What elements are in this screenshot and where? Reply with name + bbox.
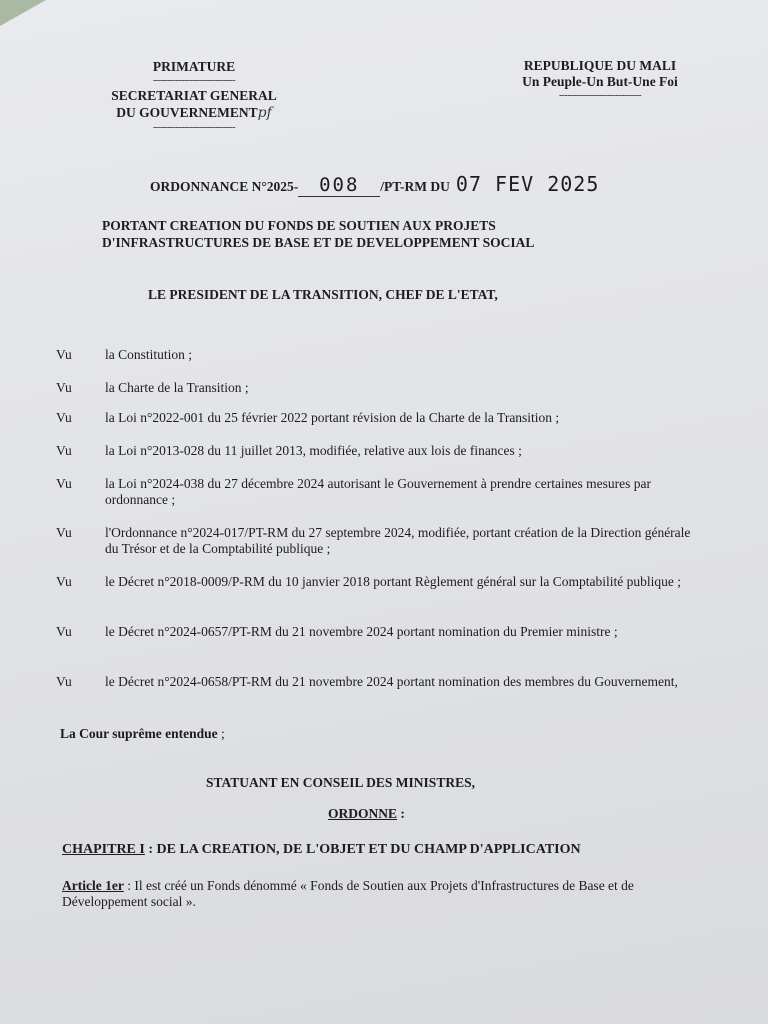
vu-label: Vu — [56, 476, 72, 491]
vu-label: Vu — [56, 624, 72, 639]
national-motto: Un Peuple-Un But-Une Foi — [522, 74, 678, 89]
header-right — [500, 58, 700, 102]
president-line: LE PRESIDENT DE LA TRANSITION, CHEF DE L'ETAT, — [148, 287, 498, 302]
vu-item — [56, 674, 696, 690]
vu-text: la Loi n°2022-001 du 25 février 2022 portant révision de la Charte de la Transition ; — [105, 410, 560, 425]
vu-label: Vu — [56, 525, 72, 540]
ordonne-line — [328, 806, 405, 822]
ordonne-punct: : — [397, 806, 405, 821]
handwritten-initials: pf — [257, 105, 272, 121]
gouvernement-title — [88, 104, 300, 122]
vu-item — [56, 574, 696, 590]
ordinance-prefix: ORDONNANCE N°2025- — [150, 179, 299, 194]
ordinance-date-stamp: 07 FEV 2025 — [455, 172, 600, 196]
secretariat-title: SECRETARIAT GENERAL — [111, 88, 277, 103]
vu-label: Vu — [56, 347, 72, 362]
vu-label: Vu — [56, 443, 72, 458]
article-1 — [62, 878, 702, 910]
article-label: Article 1er — [62, 878, 124, 893]
subject-line: D'INFRASTRUCTURES DE BASE ET DE DEVELOPPEMENT SOCIAL — [102, 235, 535, 250]
vu-label: Vu — [56, 380, 72, 395]
separator-line: ----------------------------- — [152, 75, 236, 86]
header-left — [88, 58, 300, 134]
ordinance-subject — [102, 217, 662, 251]
vu-text: le Décret n°2024-0658/PT-RM du 21 novembre 2024 portant nomination des membres du Gouvernement, — [105, 674, 678, 689]
vu-text: la Constitution ; — [105, 347, 193, 362]
vu-text: la Loi n°2013-028 du 11 juillet 2013, modifiée, relative aux lois de finances ; — [105, 443, 522, 458]
cour-supreme-text: La Cour suprême entendue — [60, 726, 218, 741]
vu-text: le Décret n°2024-0657/PT-RM du 21 novembre 2024 portant nomination du Premier ministre ; — [105, 624, 618, 639]
vu-label: Vu — [56, 574, 72, 589]
cour-supreme-punct: ; — [217, 726, 225, 741]
vu-text: le Décret n°2018-0009/P-RM du 10 janvier 2018 portant Règlement général sur la Comptabilité publique ; — [105, 574, 682, 589]
article-text: : Il est créé un Fonds dénommé « Fonds de Soutien aux Projets d'Infrastructures de Base et de Développement social ». — [62, 878, 634, 909]
vu-text: la Loi n°2024-038 du 27 décembre 2024 autorisant le Gouvernement à prendre certaines mesures par ordonnance ; — [105, 476, 651, 507]
vu-item — [56, 380, 696, 396]
chapter-heading — [62, 842, 581, 858]
vu-item — [56, 443, 696, 459]
vu-item — [56, 525, 696, 557]
ordonne-word: ORDONNE — [328, 806, 398, 821]
vu-item — [56, 624, 696, 640]
vu-label: Vu — [56, 410, 72, 425]
vu-item — [56, 410, 696, 426]
vu-text: l'Ordonnance n°2024-017/PT-RM du 27 septembre 2024, modifiée, portant création de la Direction générale du Trésor et de la Comptabilité publique ; — [105, 525, 691, 556]
ordinance-suffix: /PT-RM DU — [380, 179, 450, 194]
ordinance-number: 008 — [298, 174, 380, 197]
vu-text: la Charte de la Transition ; — [105, 380, 249, 395]
statuant-line: STATUANT EN CONSEIL DES MINISTRES, — [206, 775, 475, 790]
chapter-label: CHAPITRE I — [62, 842, 145, 857]
ordinance-line — [150, 172, 599, 197]
separator-line: ----------------------------- — [558, 90, 642, 101]
separator-line: ----------------------------- — [152, 122, 236, 133]
primature-title: PRIMATURE — [152, 59, 236, 74]
subject-line: PORTANT CREATION DU FONDS DE SOUTIEN AUX PROJETS — [102, 218, 496, 233]
vu-item — [56, 347, 696, 363]
chapter-title: : DE LA CREATION, DE L'OBJET ET DU CHAMP D'APPLICATION — [144, 842, 581, 857]
republic-title: REPUBLIQUE DU MALI — [523, 58, 677, 73]
page-corner — [0, 0, 46, 26]
vu-item — [56, 476, 696, 508]
cour-supreme-line — [60, 726, 225, 742]
gouvernement-text: DU GOUVERNEMENT — [116, 105, 258, 120]
vu-label: Vu — [56, 674, 72, 689]
